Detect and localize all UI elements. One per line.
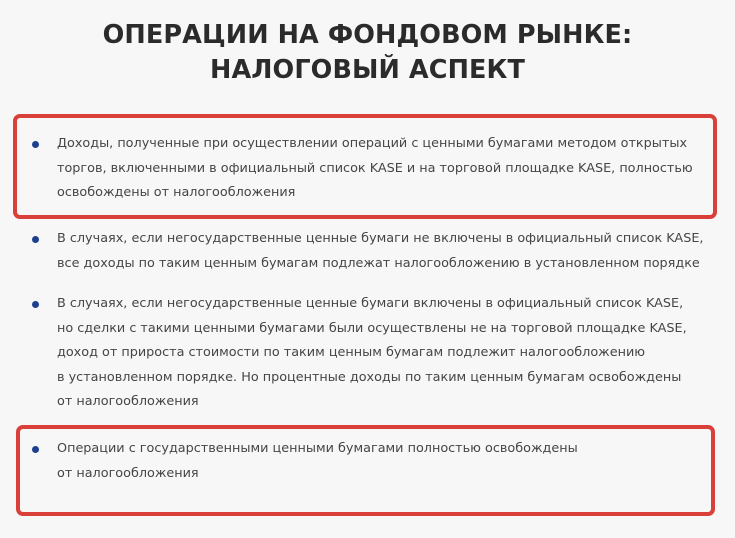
bullet-icon: [32, 141, 39, 148]
list-item-line: от налогообложения: [57, 465, 199, 481]
page-title-line-2: НАЛОГОВЫЙ АСПЕКТ: [210, 55, 525, 85]
list-item-text: [57, 227, 703, 276]
list-item-line: все доходы по таким ценным бумагам подлежат налогообложению в установленном порядке: [57, 255, 700, 271]
bullet-icon: [32, 446, 39, 453]
page-title: [0, 18, 735, 88]
list-item-line: в установленном порядке. Но процентные доходы по таким ценным бумагам освобождены: [57, 369, 682, 385]
list-item-text: [57, 292, 687, 415]
list-item-line: от налогообложения: [57, 394, 199, 409]
list-item-text: [57, 437, 578, 486]
list-item-line: но сделки с такими ценными бумагами были осуществлены не на торговой площадке KASE,: [57, 320, 687, 336]
page-title-line-1: ОПЕРАЦИИ НА ФОНДОВОМ РЫНКЕ:: [102, 20, 633, 50]
list-item-line: освобождены от налогообложения: [57, 185, 296, 200]
list-item-line: Операции с государственными ценными бумагами полностью освобождены: [57, 441, 578, 456]
list-item-line: В случаях, если негосударственные ценные бумаги включены в официальный список KASE,: [57, 296, 684, 311]
list-item-line: В случаях, если негосударственные ценные бумаги не включены в официальный список KASE,: [57, 231, 704, 246]
list-item-line: Доходы, полученные при осуществлении операций с ценными бумагами методом открытых: [57, 136, 688, 151]
list-item-text: [57, 132, 693, 206]
list-item-line: торгов, включенными в официальный список KASE и на торговой площадке KASE, полностью: [57, 160, 693, 176]
bullet-icon: [32, 301, 39, 308]
list-item-line: доход от прироста стоимости по таким ценным бумагам подлежит налогообложению: [57, 345, 646, 360]
bullet-icon: [32, 236, 39, 243]
